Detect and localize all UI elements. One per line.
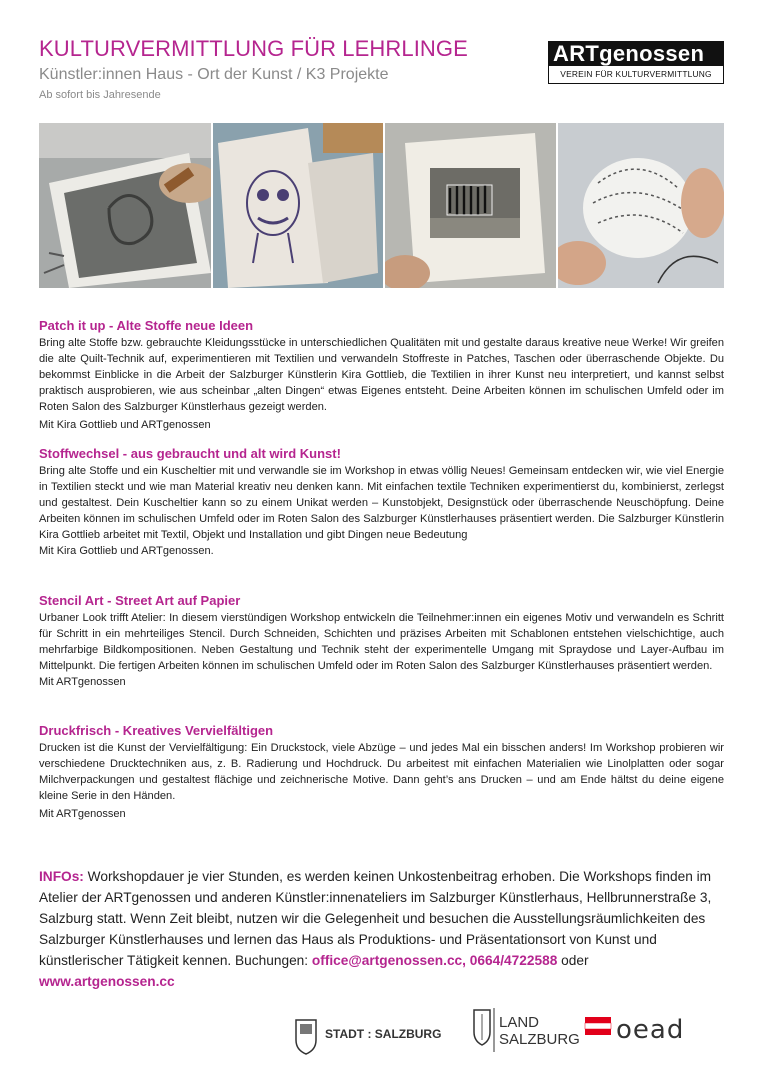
section-credit: Mit ARTgenossen	[39, 808, 126, 821]
artgenossen-logo	[548, 41, 724, 86]
section-stencil-art	[39, 593, 724, 690]
sponsor-logos	[0, 1000, 763, 1060]
section-credit: Mit Kira Gottlieb und ARTgenossen.	[39, 545, 214, 558]
date-range: Ab sofort bis Jahresende	[39, 89, 161, 101]
section-stoffwechsel	[39, 446, 724, 559]
photo-linocut-carving	[39, 123, 211, 288]
section-body: Urbaner Look trifft Atelier: In diesem vierstündigen Workshop entwickeln die Teilnehmer:innen ein eigenes Motiv und verwandeln es Schritt für Schritt in ein mehrteiliges Stencil. Durch Schneiden, Schichten und präzises Arbeiten mit Schablonen entstehen vielschichtige, auch mehrfarbige Bildkompositionen. Neben Gestaltung und Technik steht der experimentelle Umgang mit Spraydose und Layer-Aufbau im Mittelpunkt. Die fertigen Arbeiten können im schulischen Umfeld oder im Roten Salon des Salzburger Künstlerhauses präsentiert werden.	[39, 612, 724, 673]
land-label-top: LAND	[499, 1014, 540, 1031]
workshop-photo-strip	[39, 123, 724, 288]
info-text: Workshopdauer je vier Stunden, es werden keinen Unkostenbeitrag erhoben. Die Workshops finden im Atelier der ARTgenossen und anderen Künstler:innenateliers im Salzburger Künstlerhaus, Hellbrunnerstraße 3, Salzburg statt. Wenn Zeit bleibt, nutzen wir die Gelegenheit und besuchen die Ausstellungsräumlichkeiten des Salzburger Künstlerhauses und lernen das Haus als Produktions- und Präsentationsort von Kunst und künstlerischer Tätigkeit kennen. Buchungen:	[39, 869, 712, 968]
contact-link[interactable]: office@artgenossen.cc, 0664/4722588	[311, 953, 558, 968]
logo-name: ARTgenossen	[548, 41, 724, 66]
stadt-salzburg-label: STADT : SALZBURG	[325, 1027, 442, 1041]
info-label: INFOs:	[39, 869, 84, 884]
photo-drypoint-face-print	[213, 123, 383, 288]
land-salzburg-logo	[474, 1008, 580, 1052]
photo-textile-stitching	[558, 123, 724, 288]
section-body: Bring alte Stoffe und ein Kuscheltier mit und verwandle sie im Workshop in etwas völlig Neues! Gemeinsam entdecken wir, wie viel Energie in Textilien steckt und wie man Material kreativ neu denken kann. Mit einfachen textile Techniken experimentierst du, kombinierst, zerlegst und gestaltest. Dein Kuscheltier kann so zu einem Unikat werden – Kunstobjekt, Designstück oder überraschende Neuschöpfung. Deine Arbeiten können im schulischen Umfeld oder im Roten Salon des Salzburger Künstlerhauses präsentiert werden. Die Salzburger Künstlerin Kira Gottlieb arbeitet mit Textil, Objekt und Installation und gibt Dingen neue Bedeutung	[39, 465, 724, 542]
oead-label: oead	[616, 1015, 685, 1045]
land-label-bottom: SALZBURG	[499, 1031, 580, 1048]
info-or: oder	[557, 953, 589, 968]
section-body: Bring alte Stoffe bzw. gebrauchte Kleidungsstücke in unterschiedlichen Qualitäten mit und gestalte daraus kreative neue Werke! Wir greifen die alte Quilt-Technik auf, experimentieren mit Textilien und verwandeln Stoffreste in Patches, Taschen oder überraschende Objekte. Du bekommst Einblicke in die Arbeit der Salzburger Künstlerin Kira Gottlieb, die Textilien in ihrer Kunst neu interpretiert, und kannst selbst praktisch ausprobieren, wie aus scheinbar „alten Dingen“ etwas Eigenes entsteht. Deine Arbeiten können im schulischen Umfeld oder im Roten Salon des Salzburger Künstlerhaus gezeigt werden.	[39, 337, 724, 414]
section-title: Druckfrisch - Kreatives Vervielfältigen	[39, 723, 274, 738]
section-body: Drucken ist die Kunst der Vervielfältigung: Ein Druckstock, viele Abzüge – und jedes Mal ein bisschen anders! Im Workshop probieren wir verschiedene Drucktechniken aus, z. B. Radierung und Hochdruck. Du arbeitest mit einfachen Materialien wie Linolplatten oder sogar Milchverpackungen und gestaltest flächige und zeichnerische Motive. Dann geht’s ans Drucken – und am Ende hältst du deine eigene kleine Serie in den Händen.	[39, 742, 724, 803]
photo-zebra-print	[385, 123, 556, 288]
section-title: Stencil Art - Street Art auf Papier	[39, 593, 241, 608]
section-credit: Mit Kira Gottlieb und ARTgenossen	[39, 419, 211, 432]
section-patch-it-up	[39, 318, 724, 433]
section-credit: Mit ARTgenossen	[39, 676, 126, 689]
oead-logo	[585, 1015, 684, 1045]
website-link[interactable]: www.artgenossen.cc	[39, 974, 175, 989]
section-druckfrisch	[39, 723, 724, 822]
section-title: Patch it up - Alte Stoffe neue Ideen	[39, 318, 254, 333]
logo-tagline: VEREIN FÜR KULTURVERMITTLUNG	[548, 66, 724, 84]
page-subtitle: Künstler:innen Haus - Ort der Kunst / K3 Projekte	[39, 66, 389, 83]
info-box	[39, 866, 724, 992]
page-title: KULTURVERMITTLUNG FÜR LEHRLINGE	[39, 36, 468, 61]
stadt-salzburg-logo	[296, 1020, 441, 1054]
section-title: Stoffwechsel - aus gebraucht und alt wird Kunst!	[39, 446, 341, 461]
